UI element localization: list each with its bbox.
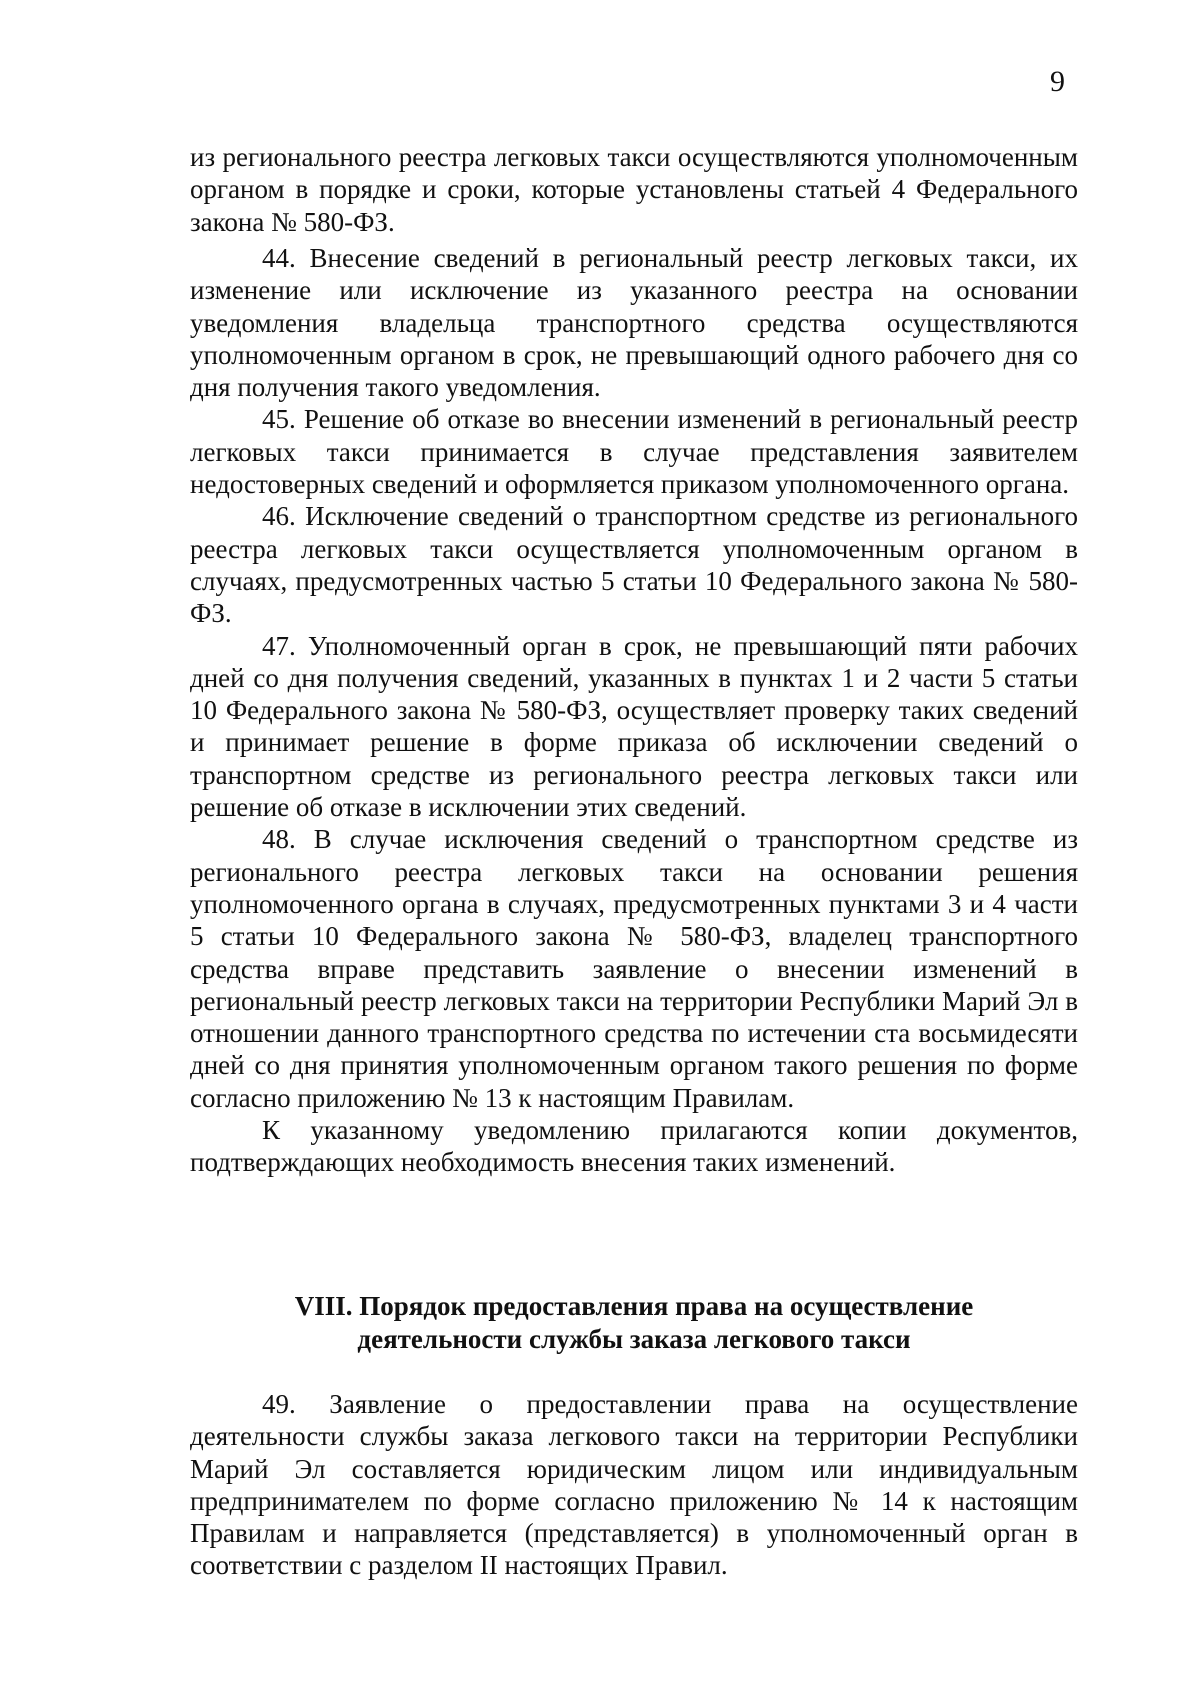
section-heading-line-2: деятельности службы заказа легкового такси	[357, 1324, 911, 1354]
paragraph-44: 44. Внесение сведений в региональный реестр легковых такси, их изменение или исключение из указанного реестра на основании уведомления владельца транспортного средства осуществляются уполномоченным органом в срок, не превышающий одного рабочего дня со дня получения такого уведомления.	[190, 243, 1078, 403]
continuation-text	[190, 141, 1078, 238]
paragraph-continued: из регионального реестра легковых такси осуществляются уполномоченным органом в порядке и сроки, которые установлены статьей 4 Федерального закона № 580-ФЗ.	[190, 142, 1078, 237]
document-body	[190, 242, 1078, 1179]
paragraph-attachment-note: К указанному уведомлению прилагаются копии документов, подтверждающих необходимость внесения таких изменений.	[190, 1115, 1078, 1178]
section-body	[190, 1388, 1078, 1582]
paragraph-47: 47. Уполномоченный орган в срок, не превышающий пяти рабочих дней со дня получения сведений, указанных в пунктах 1 и 2 части 5 статьи 10 Федерального закона № 580-ФЗ, осуществляет проверку таких сведений и принимает решение в форме приказа об исключении сведений о транспортном средстве из регионального реестра легковых такси или решение об отказе в исключении этих сведений.	[190, 630, 1078, 823]
paragraph-46: 46. Исключение сведений о транспортном средстве из регионального реестра легковых такси осуществляется уполномоченным органом в случаях, предусмотренных частью 5 статьи 10 Федерального закона № 580-ФЗ.	[190, 501, 1078, 629]
section-heading-line-1: VIII. Порядок предоставления права на осуществление	[294, 1291, 974, 1321]
section-heading	[190, 1290, 1078, 1356]
paragraph-45: 45. Решение об отказе во внесении изменений в региональный реестр легковых такси принимается в случае представления заявителем недостоверных сведений и оформляется приказом уполномоченного органа.	[190, 404, 1078, 500]
page-number: 9	[1050, 65, 1065, 98]
paragraph-48: 48. В случае исключения сведений о транспортном средстве из регионального реестра легковых такси на основании решения уполномоченного органа в случаях, предусмотренных пунктами 3 и 4 части 5 статьи 10 Федерального закона № 580-ФЗ, владелец транспортного средства вправе представить заявление о внесении изменений в региональный реестр легковых такси на территории Республики Марий Эл в отношении данного транспортного средства по истечении ста восьмидесяти дней со дня принятия уполномоченным органом такого решения по форме согласно приложению № 13 к настоящим Правилам.	[190, 824, 1078, 1113]
paragraph-49: 49. Заявление о предоставлении права на осуществление деятельности службы заказа легкового такси на территории Республики Марий Эл составляется юридическим лицом или индивидуальным предпринимателем по форме согласно приложению № 14 к настоящим Правилам и направляется (представляется) в уполномоченный орган в соответствии с разделом II настоящих Правил.	[190, 1389, 1078, 1581]
